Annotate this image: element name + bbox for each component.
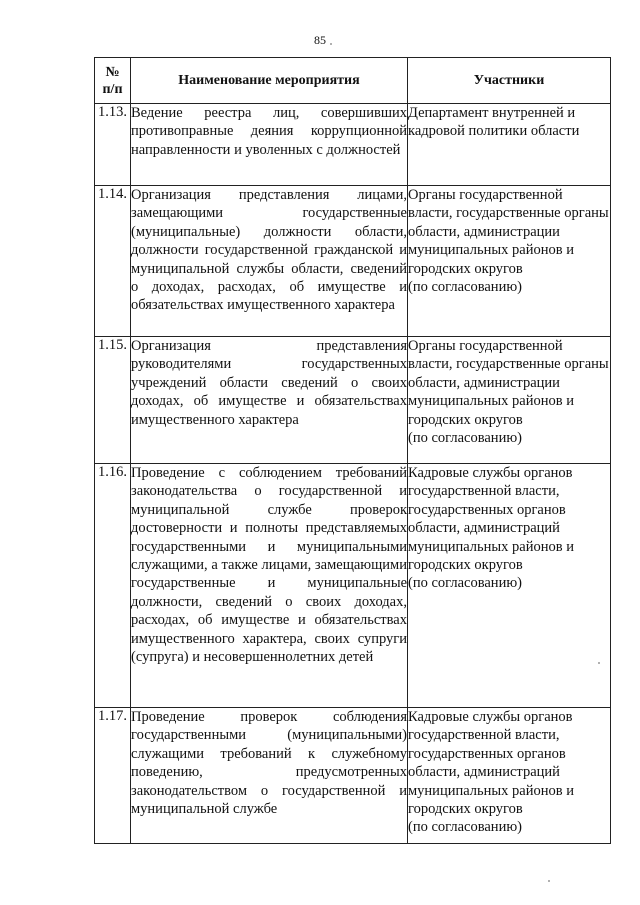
table-row: [95, 104, 611, 186]
row-number: 1.14.: [95, 186, 131, 337]
table-row: [95, 708, 611, 844]
row-activity: Ведение реестра лиц, совершивших противоправные деяния коррупционной направленности и уволенных с должностей: [131, 104, 408, 186]
row-activity: Организация представления лицами, замещающими государственные (муниципальные) должности области, должности государственной гражданской и муниципальной службы области, сведений о доходах, расходах, об имуществе и обязательствах имущественного характера: [131, 186, 408, 337]
page-number: 85: [314, 33, 326, 47]
table-row: [95, 464, 611, 708]
row-participants: Органы государственной власти, государственные органы области, администрации муниципальных районов и городских округов (по согласованию): [408, 337, 611, 464]
table-row: [95, 337, 611, 464]
measures-table: [94, 57, 611, 844]
row-activity: Проведение с соблюдением требований законодательства о государственной и муниципальной службе проверок достоверности и полноты представляемых государственными и муниципальными служащими, а также лицами, замещающими государственные и муниципальные должности, сведений о своих доходах, расходах, об имуществе и обязательствах имущественного характера, своих супруги (супруга) и несовершеннолетних детей: [131, 464, 408, 708]
row-participants: Органы государственной власти, государственные органы области, администрации муниципальных районов и городских округов (по согласованию): [408, 186, 611, 337]
table-row: [95, 186, 611, 337]
row-number: 1.13.: [95, 104, 131, 186]
table-header-row: [95, 58, 611, 104]
header-number: № п/п: [95, 58, 131, 104]
row-participants: Кадровые службы органов государственной власти, государственных органов области, администраций муниципальных районов и городских округов (по согласованию): [408, 464, 611, 708]
row-participants: Кадровые службы органов государственной власти, государственных органов области, администраций муниципальных районов и городских округов (по согласованию): [408, 708, 611, 844]
header-activity: Наименование мероприятия: [131, 58, 408, 104]
scan-speck: [598, 662, 600, 664]
header-participants: Участники: [408, 58, 611, 104]
row-number: 1.16.: [95, 464, 131, 708]
row-participants: Департамент внутренней и кадровой политики области: [408, 104, 611, 186]
row-number: 1.15.: [95, 337, 131, 464]
row-activity: Проведение проверок соблюдения государственными (муниципальными) служащими требований к служебному поведению, предусмотренных законодательством о государственной и муниципальной службе: [131, 708, 408, 844]
scan-speck: [330, 43, 332, 45]
row-number: 1.17.: [95, 708, 131, 844]
scan-speck: [548, 880, 550, 882]
row-activity: Организация представления руководителями государственных учреждений области сведений о своих доходах, об имуществе и обязательствах имущественного характера: [131, 337, 408, 464]
